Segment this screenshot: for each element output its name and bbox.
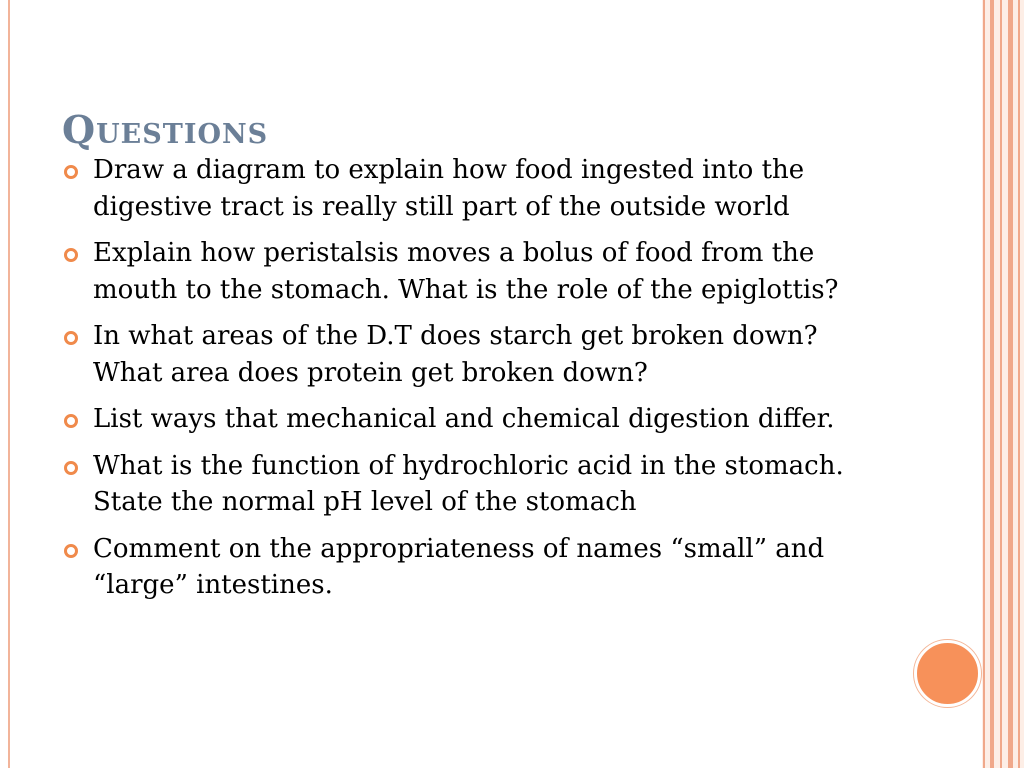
bullet-text: List ways that mechanical and chemical digestion differ. <box>93 404 835 434</box>
right-stripe <box>1000 0 1002 768</box>
right-stripe <box>990 0 994 768</box>
bullet-circle-icon <box>64 544 78 558</box>
right-stripe <box>1008 0 1013 768</box>
bullet-circle-icon <box>64 248 78 262</box>
right-stripe <box>983 0 985 768</box>
bullet-circle-icon <box>64 331 78 345</box>
bullet-item <box>62 152 892 225</box>
bullet-item <box>62 401 892 438</box>
bullet-item <box>62 531 892 604</box>
bullet-item <box>62 318 892 391</box>
left-frame-line <box>8 0 10 768</box>
bullet-circle-icon <box>64 461 78 475</box>
bullet-text: In what areas of the D.T does starch get broken down? What area does protein get broken down? <box>93 321 818 388</box>
bullet-text: Draw a diagram to explain how food ingested into the digestive tract is really still part of the outside world <box>93 155 805 222</box>
bullet-text: Explain how peristalsis moves a bolus of food from the mouth to the stomach. What is the role of the epiglottis? <box>93 238 839 305</box>
bullet-circle-icon <box>64 165 78 179</box>
bullet-item <box>62 235 892 308</box>
bullet-circle-icon <box>64 414 78 428</box>
bullet-text: What is the function of hydrochloric acid in the stomach. State the normal pH level of the stomach <box>93 450 844 517</box>
decorative-orange-circle <box>914 640 981 707</box>
right-stripe <box>1018 0 1020 768</box>
bullet-text: Comment on the appropriateness of names “small” and “large” intestines. <box>93 533 825 600</box>
bullet-item <box>62 448 892 521</box>
slide-title: Questions <box>62 107 269 152</box>
bullet-list <box>62 152 892 614</box>
